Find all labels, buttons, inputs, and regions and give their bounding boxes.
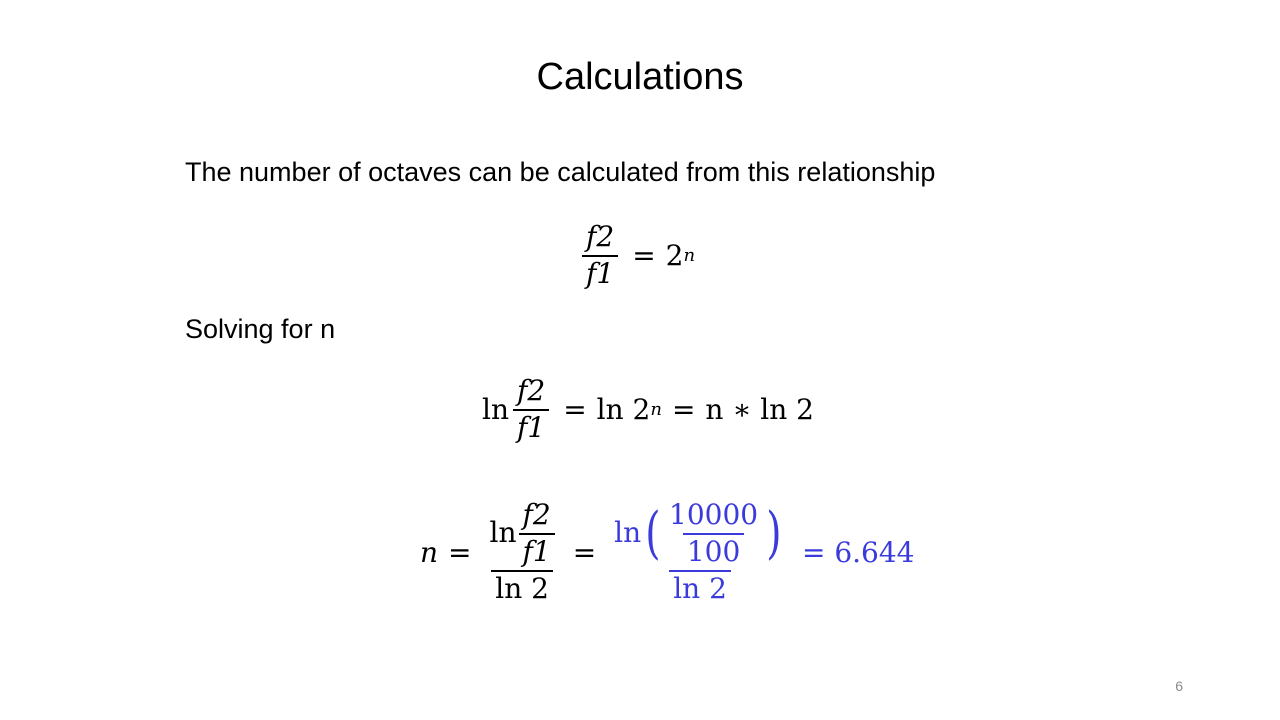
equals-sign: = <box>572 535 597 569</box>
denominator: f1 <box>519 533 555 568</box>
slide-title: Calculations <box>536 56 744 98</box>
rhs-expression: n ∗ ln 2 <box>705 393 814 427</box>
power-exponent: n <box>683 245 696 267</box>
ln-label: ln <box>489 516 517 550</box>
numerator: f2 <box>586 220 615 253</box>
result-value: = 6.644 <box>801 535 915 569</box>
equation-log <box>482 376 814 444</box>
ln-label: ln <box>482 393 509 427</box>
fraction-f2-f1 <box>519 500 555 568</box>
denominator: 100 <box>683 533 744 568</box>
numerator: f2 <box>517 374 546 407</box>
ln-2: ln 2 <box>596 393 651 427</box>
power-exponent: n <box>650 399 662 421</box>
left-paren: ( <box>645 500 661 566</box>
intro-text: The number of octaves can be calculated from this relationship <box>185 157 936 187</box>
equals-sign: = <box>632 239 656 273</box>
numeric-numerator <box>610 500 790 570</box>
equals-sign: = <box>448 535 472 569</box>
equation-solution <box>420 500 915 604</box>
lhs-n: n <box>420 535 439 569</box>
numerator: f2 <box>522 498 551 531</box>
big-numerator <box>486 500 559 570</box>
equals-sign: = <box>563 393 587 427</box>
page-number: 6 <box>1175 678 1183 694</box>
denominator: f1 <box>513 409 549 444</box>
fraction-f2-f1 <box>513 376 549 444</box>
equation-ratio <box>578 222 695 290</box>
solving-text: Solving for n <box>185 314 336 344</box>
numerator: 10000 <box>669 498 759 531</box>
big-fraction <box>486 500 559 604</box>
power-base: 2 <box>665 239 684 273</box>
ln-label: ln <box>614 516 642 550</box>
numeric-denominator: ln 2 <box>669 570 731 605</box>
fraction-10000-100 <box>665 500 762 568</box>
right-paren: ) <box>766 500 782 566</box>
big-denominator: ln 2 <box>491 570 553 605</box>
numeric-fraction <box>610 500 790 604</box>
fraction-f2-f1 <box>582 222 618 290</box>
equals-sign: = <box>671 393 696 427</box>
denominator: f1 <box>582 255 618 290</box>
